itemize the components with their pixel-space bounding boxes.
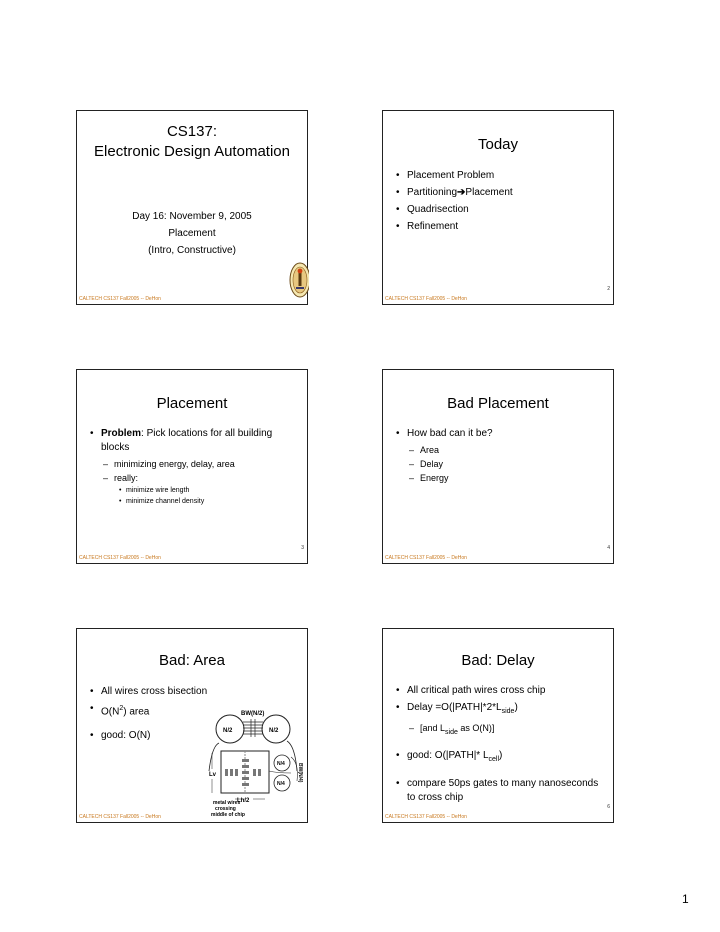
slide-3-title: Placement [156, 395, 228, 412]
slide-4-footer: CALTECH CS137 Fall2005 -- DeHon [385, 555, 467, 561]
slide-3-footer: CALTECH CS137 Fall2005 -- DeHon [79, 555, 161, 561]
page-number: 1 [682, 892, 689, 906]
slide-6-number: 6 [607, 804, 610, 810]
list-item: – [and $L_{side}$ as O(N)] [396, 722, 606, 739]
arrow-right-icon: ➔ [457, 187, 466, 198]
caption-line1: metal wires [213, 800, 241, 806]
slide-1-footer: CALTECH CS137 Fall2005 -- DeHon [79, 296, 161, 302]
list-item: • compare 50ps gates to many nanoseconds to cross chip [396, 777, 606, 805]
bisection-diagram [207, 701, 307, 821]
slide-1-day: Day 16: November 9, 2005 [132, 211, 252, 222]
list-item: • All critical path wires cross chip [396, 684, 606, 698]
slide-4 [382, 369, 614, 564]
slide-1 [76, 110, 308, 305]
slide-2-footer: CALTECH CS137 Fall2005 -- DeHon [385, 296, 467, 302]
slide-6-footer: CALTECH CS137 Fall2005 -- DeHon [385, 814, 467, 820]
list-item: – Area [396, 444, 493, 456]
slide-2-title: Today [477, 136, 519, 153]
slide-2-bullet-list [396, 169, 513, 237]
list-item: – minimizing energy, delay, area [90, 458, 300, 470]
list-item: • Quadrisection [396, 203, 513, 217]
list-item: • Refinement [396, 220, 513, 234]
caption-line2: crossing [215, 806, 236, 812]
slide-3-number: 3 [301, 545, 304, 551]
slide-6 [382, 628, 614, 823]
list-item: – Delay [396, 458, 493, 470]
slide-5-title: Bad: Area [159, 652, 225, 669]
n2-right-label: N/2 [269, 728, 279, 734]
list-item: • good: O(N) [90, 729, 207, 743]
caltech-seal-icon [289, 260, 309, 300]
slide-2-number: 2 [607, 286, 610, 292]
bw-n4-label: BW(N/4) [297, 763, 303, 783]
slide-1-title-line2: Electronic Design Automation [94, 143, 290, 160]
bw-n2-label: BW(N/2) [241, 711, 265, 717]
list-item: • $O(N^2)$ area [90, 702, 207, 719]
slide-6-bullet-list [396, 684, 606, 808]
n2-left-label: N/2 [223, 728, 233, 734]
slide-6-title: Bad: Delay [461, 652, 535, 669]
list-item: • Delay $=O(|PATH|*2*L_{side})$ [396, 701, 606, 719]
list-item: – really: [90, 472, 300, 484]
caption-line3: middle of chip [211, 812, 245, 818]
list-item: – Energy [396, 472, 493, 484]
list-item: • How bad can it be? [396, 427, 493, 441]
slide-1-title-line1: CS137: [166, 123, 218, 140]
list-item: • minimize wire length [90, 486, 300, 496]
list-item: • good: O(|PATH|* $L_{cell}$) [396, 749, 606, 767]
n4-bottom-label: N/4 [277, 781, 285, 787]
slide-5 [76, 628, 308, 823]
list-item: • Placement Problem [396, 169, 513, 183]
slide-5-footer: CALTECH CS137 Fall2005 -- DeHon [79, 814, 161, 820]
n4-top-label: N/4 [277, 761, 285, 767]
slide-1-topic: Placement [168, 228, 216, 239]
slide-3 [76, 369, 308, 564]
list-item: • Partitioning➔Placement [396, 186, 513, 200]
slide-4-title: Bad Placement [447, 395, 549, 412]
list-item: • Problem: Pick locations for all building blocks [90, 427, 300, 455]
slide-5-bullet-list [90, 685, 207, 746]
lh-label: Lh/2 [237, 798, 250, 804]
lv-label: Lv [209, 772, 217, 778]
slide-3-bullet-list [90, 427, 300, 508]
slide-4-number: 4 [607, 545, 610, 551]
list-item: • minimize channel density [90, 497, 300, 507]
slide-1-subtitle: (Intro, Constructive) [148, 245, 236, 256]
slide-4-bullet-list [396, 427, 493, 486]
slide-2 [382, 110, 614, 305]
list-item: • All wires cross bisection [90, 685, 207, 699]
